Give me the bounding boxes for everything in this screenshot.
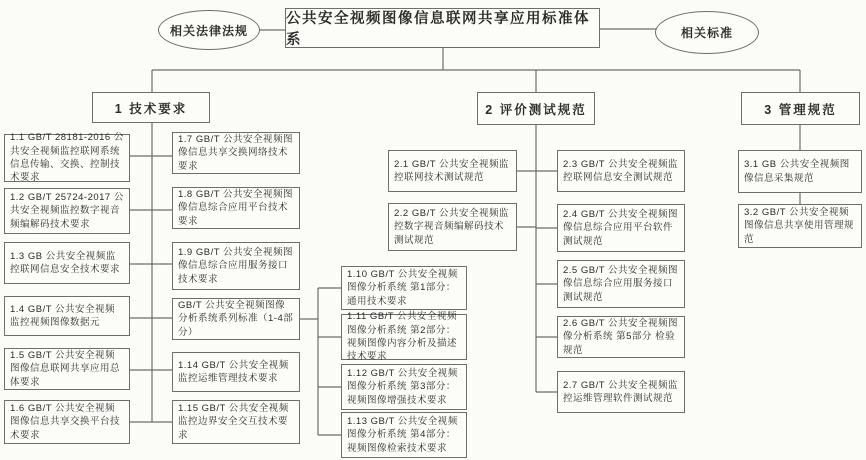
- diagram-title: 公共安全视频图像信息联网共享应用标准体系: [285, 8, 600, 48]
- node-1-9: 1.9 GB/T 公共安全视频图像信息综合应用服务接口技术要求: [172, 242, 300, 290]
- node-2-5: 2.5 GB/T 公共安全视频图像信息综合应用服务接口测试规范: [557, 260, 685, 308]
- node-3-1: 3.1 GB 公共安全视频图像信息采集规范: [738, 150, 862, 193]
- node-3-2: 3.2 GB/T 公共安全视频图像信息共享使用管理规范: [738, 204, 862, 248]
- node-1-6: 1.6 GB/T 公共安全视频图像信息共享交换平台技术要求: [4, 400, 130, 444]
- node-1-10: 1.10 GB/T 公共安全视频图像分析系统 第1部分： 通用技术要求: [341, 266, 467, 310]
- related-standards-ellipse: 相关标准: [655, 11, 759, 54]
- branch-1-header: 1 技术要求: [92, 92, 210, 123]
- node-1-13: 1.13 GB/T 公共安全视频图像分析系统 第4部分： 视频图像检索技术要求: [341, 412, 467, 458]
- node-1-2: 1.2 GB/T 25724-2017 公共安全视频监控数字视音频编解码技术要求: [4, 188, 130, 234]
- related-laws-ellipse: 相关法律法规: [158, 10, 260, 50]
- branch-2-header: 2 评价测试规范: [477, 92, 595, 125]
- node-1-15: 1.15 GB/T 公共安全视频监控边界安全交互技术要求: [172, 400, 300, 444]
- node-1-8: 1.8 GB/T 公共安全视频图像信息综合应用平台技术要求: [172, 187, 300, 229]
- node-1-3: 1.3 GB 公共安全视频监控联网信息安全技术要求: [4, 242, 130, 284]
- branch-3-header: 3 管理规范: [741, 92, 860, 125]
- node-1-11: 1.11 GB/T 公共安全视频图像分析系统 第2部分： 视频图像内容分析及描述技术要求: [341, 314, 467, 360]
- node-1-7: 1.7 GB/T 公共安全视频图像信息共享交换网络技术要求: [172, 132, 300, 174]
- node-2-2: 2.2 GB/T 公共安全视频监控数字视音频编解码技术测试规范: [388, 203, 517, 251]
- node-2-1: 2.1 GB/T 公共安全视频监控联网技术测试规范: [388, 150, 517, 192]
- node-2-6: 2.6 GB/T 公共安全视频图像分析系统 第5部分 检验规范: [557, 316, 685, 358]
- node-1-5: 1.5 GB/T 公共安全视频图像信息联网共享应用总体要求: [4, 348, 130, 390]
- node-2-3: 2.3 GB/T 公共安全视频监控联网信息安全测试规范: [557, 150, 685, 192]
- node-2-4: 2.4 GB/T 公共安全视频图像信息综合应用平台软件测试规范: [557, 204, 685, 252]
- node-1-12: 1.12 GB/T 公共安全视频图像分析系统 第3部分： 视频图像增强技术要求: [341, 364, 467, 410]
- node-1-1: 1.1 GB/T 28181-2016 公共安全视频监控联网系统信息传输、交换、控制技术要求: [4, 134, 130, 182]
- node-1-4: 1.4 GB/T 公共安全视频监控视频图像数据元: [4, 296, 130, 336]
- node-1-series: GB/T 公共安全视频图像分析系统系列标准（1-4部分）: [172, 298, 300, 340]
- node-1-14: 1.14 GB/T 公共安全视频监控运维管理技术要求: [172, 352, 300, 392]
- node-2-7: 2.7 GB/T 公共安全视频监控运维管理软件测试规范: [557, 371, 685, 413]
